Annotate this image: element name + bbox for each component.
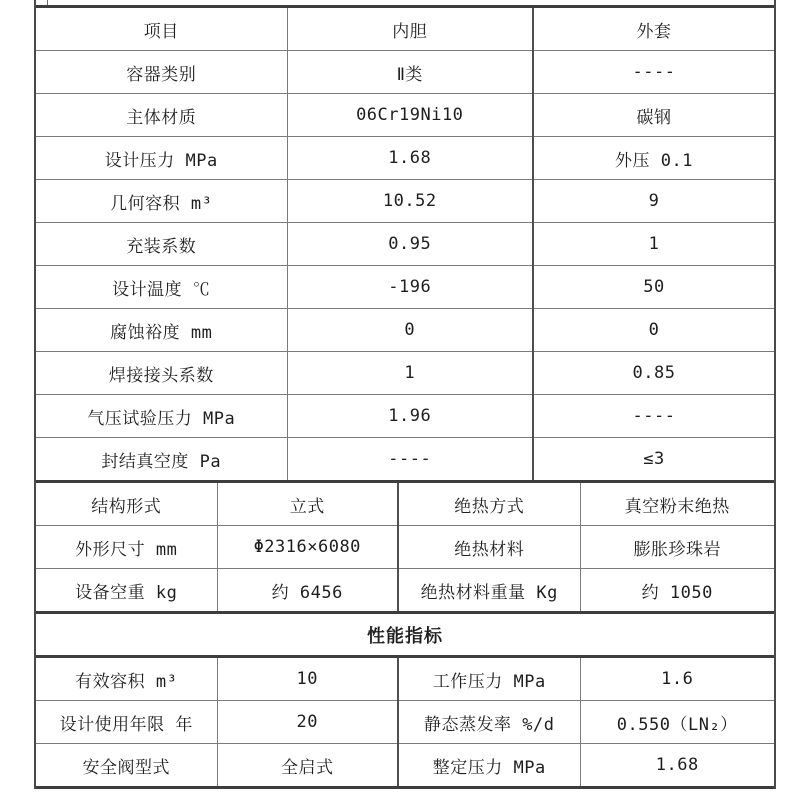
- spec-row: [36, 223, 774, 266]
- item-label-cell: 主体材质: [36, 94, 287, 137]
- label-cell: 绝热材料重量 Kg: [398, 569, 580, 613]
- label-cell: 结构形式: [36, 483, 217, 526]
- outer-value-cell: 0.85: [533, 352, 774, 395]
- label-cell: 整定压力 MPa: [398, 744, 580, 788]
- label-cell: 绝热方式: [398, 483, 580, 526]
- spec-row: [36, 137, 774, 180]
- item-label-cell: 封结真空度 Pa: [36, 438, 287, 482]
- value-cell: 膨胀珍珠岩: [580, 526, 774, 569]
- item-header-cell: 项目: [36, 7, 287, 51]
- inner-value-cell: Ⅱ类: [287, 51, 533, 94]
- outer-value-cell: 1: [533, 223, 774, 266]
- document-table: [34, 0, 776, 789]
- spec-row: [36, 309, 774, 352]
- item-label-cell: 腐蚀裕度 mm: [36, 309, 287, 352]
- structure-table: [36, 483, 774, 614]
- outer-value-cell: ≤3: [533, 438, 774, 482]
- performance-row: [36, 701, 774, 744]
- structure-row: [36, 526, 774, 569]
- outer-header-cell: 外套: [533, 7, 774, 51]
- value-cell: 1.6: [580, 658, 774, 701]
- value-cell: 约 6456: [217, 569, 398, 613]
- spec-row: [36, 51, 774, 94]
- inner-value-cell: 1.96: [287, 395, 533, 438]
- item-label-cell: 几何容积 m³: [36, 180, 287, 223]
- value-cell: 约 1050: [580, 569, 774, 613]
- label-cell: 工作压力 MPa: [398, 658, 580, 701]
- item-label-cell: 气压试验压力 MPa: [36, 395, 287, 438]
- spec-row: [36, 352, 774, 395]
- spec-row: [36, 395, 774, 438]
- value-cell: Φ2316×6080: [217, 526, 398, 569]
- value-cell: 10: [217, 658, 398, 701]
- performance-table: [36, 658, 774, 789]
- outer-value-cell: 0: [533, 309, 774, 352]
- value-cell: 真空粉末绝热: [580, 483, 774, 526]
- outer-value-cell: ----: [533, 395, 774, 438]
- item-label-cell: 设计压力 MPa: [36, 137, 287, 180]
- performance-section-title: 性能指标: [36, 614, 774, 658]
- outer-value-cell: 50: [533, 266, 774, 309]
- item-label-cell: 焊接接头系数: [36, 352, 287, 395]
- inner-value-cell: 0.95: [287, 223, 533, 266]
- label-cell: 外形尺寸 mm: [36, 526, 217, 569]
- cut-off-row-above: [36, 0, 774, 5]
- item-label-cell: 充装系数: [36, 223, 287, 266]
- value-cell: 20: [217, 701, 398, 744]
- value-cell: 全启式: [217, 744, 398, 788]
- spec-header-row: [36, 7, 774, 51]
- label-cell: 设备空重 kg: [36, 569, 217, 613]
- inner-header-cell: 内胆: [287, 7, 533, 51]
- inner-value-cell: 06Cr19Ni10: [287, 94, 533, 137]
- inner-value-cell: ----: [287, 438, 533, 482]
- outer-value-cell: 9: [533, 180, 774, 223]
- inner-value-cell: 10.52: [287, 180, 533, 223]
- performance-row: [36, 744, 774, 788]
- spec-row: [36, 438, 774, 482]
- item-label-cell: 设计温度 ℃: [36, 266, 287, 309]
- outer-value-cell: 碳钢: [533, 94, 774, 137]
- structure-row: [36, 569, 774, 613]
- label-cell: 静态蒸发率 %/d: [398, 701, 580, 744]
- outer-value-cell: 外压 0.1: [533, 137, 774, 180]
- spec-table: [36, 5, 774, 483]
- label-cell: 绝热材料: [398, 526, 580, 569]
- label-cell: 有效容积 m³: [36, 658, 217, 701]
- inner-value-cell: 1.68: [287, 137, 533, 180]
- cell-border-fragment: [47, 0, 48, 5]
- label-cell: 设计使用年限 年: [36, 701, 217, 744]
- performance-row: [36, 658, 774, 701]
- item-label-cell: 容器类别: [36, 51, 287, 94]
- inner-value-cell: 0: [287, 309, 533, 352]
- spec-row: [36, 180, 774, 223]
- spec-row: [36, 94, 774, 137]
- spec-row: [36, 266, 774, 309]
- value-cell: 0.550（LN₂）: [580, 701, 774, 744]
- label-cell: 安全阀型式: [36, 744, 217, 788]
- inner-value-cell: -196: [287, 266, 533, 309]
- value-cell: 1.68: [580, 744, 774, 788]
- value-cell: 立式: [217, 483, 398, 526]
- outer-value-cell: ----: [533, 51, 774, 94]
- inner-value-cell: 1: [287, 352, 533, 395]
- structure-row: [36, 483, 774, 526]
